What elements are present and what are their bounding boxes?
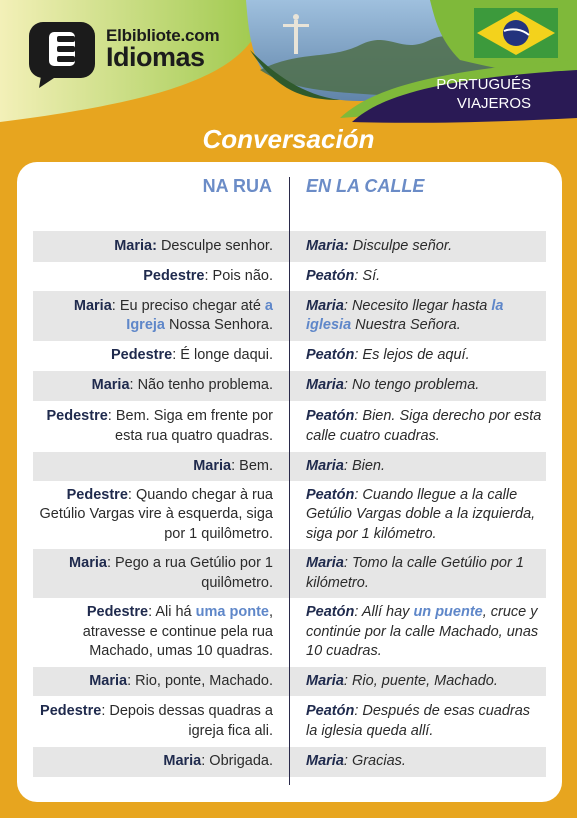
portuguese-line: [33, 371, 273, 401]
brand-site: Elbibliote.com: [106, 26, 220, 45]
dialogue-text: Desculpe senhor.: [156, 237, 273, 254]
portuguese-line: [33, 452, 273, 481]
column-divider: [289, 177, 290, 785]
speaker-name: Maria:: [114, 237, 157, 254]
dialogue-text: : Ali há: [148, 604, 196, 621]
spanish-line: [306, 291, 542, 341]
speaker-name: Maria: [69, 555, 107, 571]
spanish-line: [306, 401, 542, 452]
portuguese-line: [33, 598, 273, 667]
dialogue-text: : Rio, ponte, Machado.: [127, 672, 273, 689]
speaker-name: Pedestre: [110, 347, 173, 364]
dialogue-text: : Sí.: [354, 267, 381, 284]
dialogue-text: : Bien. Siga derecho por esta calle cuatro cuadras.: [306, 408, 542, 444]
spanish-line: [306, 667, 542, 696]
spanish-line: [306, 452, 542, 481]
speaker-name: Maria: [306, 297, 344, 314]
speaker-name: Peatón: [306, 347, 355, 364]
dialogue-text: : Depois dessas quadras a igreja fica ali.: [101, 703, 273, 739]
speaker-name: Peatón: [306, 703, 355, 719]
logo-icon: [27, 20, 97, 88]
dialogue-text: : Bem. Siga em frente por esta rua quatro quadras.: [107, 408, 273, 444]
spanish-line: [306, 371, 542, 401]
brand-name: Idiomas: [106, 42, 205, 72]
dialogue-text: : Bem.: [231, 457, 273, 474]
column-header-portuguese: NA RUA: [202, 176, 272, 196]
spanish-line: [306, 598, 542, 667]
speaker-name: Maria: [89, 672, 128, 689]
dialogue-text: : Allí hay: [354, 604, 414, 621]
spanish-line: [306, 341, 542, 371]
speaker-name: Pedestre: [66, 486, 128, 503]
spanish-line: [306, 262, 542, 291]
dialogue-text: Nuestra Señora.: [351, 317, 461, 333]
dialogue-text: : Gracias.: [343, 753, 406, 770]
speaker-name: Maria: [73, 297, 112, 314]
portuguese-line: [33, 481, 273, 549]
portuguese-line: [33, 747, 273, 777]
speaker-name: Pedestre: [46, 408, 108, 424]
spanish-line: [306, 549, 542, 598]
dialogue-text: : No tengo problema.: [343, 377, 480, 394]
spanish-line: [306, 231, 542, 262]
portuguese-line: [33, 291, 273, 341]
speaker-name: Maria: [306, 377, 344, 394]
dialogue-text: , cruce y continúe por la calle Machado, unas 10 cuadras.: [306, 604, 539, 660]
portuguese-line: [33, 262, 273, 291]
highlighted-phrase: la iglesia: [306, 297, 504, 333]
dialogue-text: : Obrigada.: [201, 753, 273, 770]
dialogue-text: : Pois não.: [204, 267, 273, 284]
portuguese-line: [33, 549, 273, 598]
speaker-name: Maria: [91, 377, 130, 394]
speaker-name: Pedestre: [86, 604, 149, 621]
dialogue-text: Disculpe señor.: [348, 237, 453, 254]
speaker-name: Maria: [306, 672, 344, 689]
dialogue-text: Nossa Senhora.: [164, 317, 273, 333]
portuguese-line: [33, 231, 273, 262]
dialogue-text: , atravesse e continue pela rua Machado, umas 10 quadras.: [82, 604, 273, 660]
page-title: Conversación: [202, 124, 375, 154]
speaker-name: Maria: [306, 555, 344, 571]
header: [0, 0, 577, 128]
speaker-name: Maria: [306, 457, 344, 474]
badge-language: PORTUGUÉS: [436, 76, 531, 93]
highlighted-phrase: a Igreja: [126, 297, 273, 333]
dialogue-text: : É longe daqui.: [172, 347, 273, 364]
dialogue-text: : Necesito llegar hasta: [343, 297, 492, 314]
dialogue-text: : Después de esas cuadras la iglesia queda allí.: [306, 703, 531, 739]
dialogue-text: : Quando chegar à rua Getúlio Vargas vire à esquerda, siga por 1 quilômetro.: [39, 486, 273, 542]
speaker-name: Peatón: [306, 486, 355, 503]
speaker-name: Maria: [193, 457, 232, 474]
dialogue-text: : Pego a rua Getúlio por 1 quilômetro.: [106, 555, 273, 591]
speaker-name: Pedestre: [143, 267, 205, 284]
portuguese-line: [33, 401, 273, 452]
speaker-name: Pedestre: [40, 703, 102, 719]
portuguese-line: [33, 696, 273, 747]
spanish-line: [306, 481, 542, 549]
dialogue-text: : Bien.: [343, 457, 385, 474]
dialogue-text: : Cuando llegue a la calle Getúlio Vargas doble a la izquierda, siga por 1 kilómetro.: [306, 486, 536, 542]
spanish-line: [306, 696, 542, 747]
dialogue-text: : Es lejos de aquí.: [354, 347, 470, 364]
portuguese-line: [33, 667, 273, 696]
dialogue-text: : Eu preciso chegar até: [111, 297, 265, 314]
speaker-name: Peatón: [306, 604, 355, 621]
badge-category: VIAJEROS: [456, 95, 531, 112]
speaker-name: Maria: [163, 753, 202, 770]
speaker-name: Maria:: [306, 237, 349, 254]
speaker-name: Peatón: [306, 408, 355, 424]
portuguese-line: [33, 341, 273, 371]
highlighted-phrase: un puente: [413, 604, 483, 621]
dialogue-text: : Rio, puente, Machado.: [343, 672, 498, 689]
dialogue-text: : Tomo la calle Getúlio por 1 kilómetro.: [306, 555, 524, 591]
dialogue-text: : Não tenho problema.: [129, 377, 273, 394]
spanish-line: [306, 747, 542, 777]
speaker-name: Maria: [306, 753, 344, 770]
speaker-name: Peatón: [306, 267, 355, 284]
column-header-spanish: EN LA CALLE: [306, 176, 425, 196]
highlighted-phrase: uma ponte: [195, 604, 269, 621]
